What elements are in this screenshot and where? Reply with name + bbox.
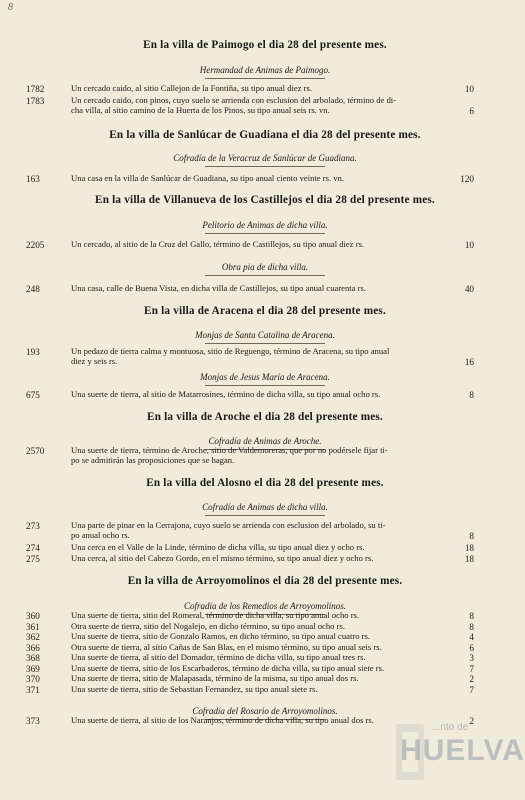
annual-amount: 18: [464, 543, 474, 553]
brotherhood-heading: Monjas de Santa Catalina de Aracena.: [195, 330, 335, 340]
description-line: Una suerte de tierra, sitio de Sebastian Fernandez, su tipo anual siete rs.: [71, 684, 318, 694]
lot-number: 361: [26, 622, 40, 632]
brotherhood-heading: Monjas de Jesus María de Aracena.: [200, 372, 330, 382]
description-line: Una cerca en el Valle de la Linde, término de dicha villa, su tipo anual diez y ocho rs.: [71, 542, 365, 552]
separator-rule: [205, 78, 325, 79]
separator-rule: [205, 233, 325, 234]
lot-number: 370: [26, 674, 40, 684]
brotherhood-heading: Hermandad de Animas de Paimogo.: [199, 65, 331, 75]
town-heading: En la villa de Aracena el dia 28 del presente mes.: [144, 305, 386, 317]
annual-amount: 7: [469, 664, 474, 674]
lot-description: [71, 685, 457, 695]
description-line: Una suerte de tierra, al sitio de los Naranjos, término de dicha villa, su tipo anual dos rs.: [71, 715, 374, 725]
annual-amount: 3: [469, 653, 474, 663]
description-line: po se admitirán las proposiciones que se hagan.: [71, 454, 235, 465]
description-line: Una suerte de tierra, término de Aroche, sitio de Valdemoreras, que por no podérsele fijar ti-: [71, 445, 388, 455]
description-line: Un cercado caido, al sitio Callejon de la Fontiña, su tipo anual diez rs.: [71, 83, 313, 93]
lot-number: 275: [26, 554, 40, 564]
brotherhood-heading: Cofradía de los Remedios de Arroyomolinos.: [184, 601, 346, 611]
lot-number: 362: [26, 632, 40, 642]
description-line: Una suerte de tierra, al sitio de Matarrosines, término de dicha villa, su tipo anual ocho rs.: [71, 389, 381, 399]
lot-description: [71, 174, 457, 184]
annual-amount: 4: [469, 632, 474, 642]
annual-amount: 8: [469, 390, 474, 400]
annual-amount: 16: [464, 356, 474, 367]
lot-number: 273: [26, 521, 40, 531]
lot-number: 373: [26, 716, 40, 726]
lot-number: 360: [26, 611, 40, 621]
lot-description: [71, 347, 457, 366]
description-line: Una casa en la villa de Sanlúcar de Guadiana, su tipo anual ciento veinte rs. vn.: [71, 173, 344, 183]
separator-rule: [205, 385, 325, 386]
lot-description: [71, 632, 457, 642]
description-line: Una parte de pinar en la Cerrajona, cuyo suelo se arrienda con esclusion del arbolado, su ti-: [71, 520, 386, 530]
description-line: Una suerte de tierra, sitio de Gonzalo Ramos, en dicho término, su tipo anual cuatro rs.: [71, 631, 371, 641]
annual-amount: 10: [464, 84, 474, 94]
lot-number: 248: [26, 284, 40, 294]
description-line: Una suerte de tierra, sitio del Romeral, término de dicha villa, su tipo anual ocho rs.: [71, 610, 360, 620]
town-heading: En la villa de Villanueva de los Castillejos el dia 28 del presente mes.: [95, 194, 435, 206]
lot-description: [71, 96, 457, 115]
description-line: po anual ocho rs.: [71, 529, 130, 540]
page-mark: 8: [8, 2, 13, 13]
lot-description: [71, 390, 457, 400]
annual-amount: 8: [469, 622, 474, 632]
town-heading: En la villa de Aroche el dia 28 del presente mes.: [147, 411, 383, 423]
lot-description: [71, 284, 457, 294]
brotherhood-heading: Cofradía del Rosario de Arroyomolinos.: [192, 706, 338, 716]
annual-amount: 6: [469, 105, 474, 116]
description-line: cha villa, al sitio camino de la Huerta de los Pinos, su tipo anual seis rs. vn.: [71, 104, 330, 115]
lot-number: 1782: [26, 84, 45, 94]
separator-rule: [205, 515, 325, 516]
annual-amount: 8: [469, 530, 474, 541]
brotherhood-heading: Cofradía de la Veracruz de Sanlúcar de Guadiana.: [173, 153, 357, 163]
description-line: Una casa, calle de Buena Vista, en dicha villa de Castillejos, su tipo anual cuarenta rs.: [71, 283, 366, 293]
lot-description: [71, 240, 457, 250]
lot-number: 371: [26, 685, 40, 695]
lot-number: 163: [26, 174, 40, 184]
annual-amount: 40: [464, 284, 474, 294]
annual-amount: 2: [469, 716, 474, 726]
lot-number: 193: [26, 347, 40, 357]
brotherhood-heading: Pelitorio de Animas de dicha villa.: [202, 220, 328, 230]
description-line: Una suerte de tierra, sitio de los Escarbaderos, término de dicha villa, su tipo anual siete rs.: [71, 663, 385, 673]
lot-description: [71, 84, 457, 94]
description-line: Un cercado, al sitio de la Cruz del Gallo, término de Castillejos, su tipo anual diez rs.: [71, 239, 365, 249]
lot-description: [71, 653, 457, 663]
lot-number: 366: [26, 643, 40, 653]
separator-rule: [205, 166, 325, 167]
separator-rule: [205, 275, 325, 276]
description-line: Una suerte de tierra, sitio de Malapasada, término de la misma, su tipo anual dos rs.: [71, 673, 359, 683]
annual-amount: 2: [469, 674, 474, 684]
watermark-title: HUELVA: [400, 734, 525, 767]
lot-description: [71, 611, 457, 621]
brotherhood-heading: Obra pia de dicha villa.: [221, 262, 309, 272]
description-line: Otra suerte de tierra, sitio del Nogalejo, en dicho término, su tipo anual ocho rs.: [71, 621, 345, 631]
lot-number: 369: [26, 664, 40, 674]
town-heading: En la villa de Arroyomolinos el dia 28 del presente mes.: [127, 575, 403, 587]
lot-description: [71, 674, 457, 684]
description-line: Una cerca, al sitio del Cabezo Gordo, en el mismo término, su tipo anual diez y ocho rs.: [71, 553, 374, 563]
description-line: Un pedazo de tierra calma y montuosa, sitio de Reguengo, término de Aracena, su tipo anual: [71, 346, 390, 356]
lot-number: 675: [26, 390, 40, 400]
lot-description: [71, 521, 457, 540]
brotherhood-heading: Cofradía de Animas de Aroche.: [208, 436, 322, 446]
lot-description: [71, 543, 457, 553]
lot-description: [71, 446, 457, 465]
annual-amount: 6: [469, 643, 474, 653]
lot-number: 274: [26, 543, 40, 553]
description-line: Una suerte de tierra, al sitio del Domador, término de dicha villa, su tipo anual tres rs.: [71, 652, 366, 662]
brotherhood-heading: Cofradía de Animas de dicha villa.: [202, 502, 328, 512]
annual-amount: 10: [464, 240, 474, 250]
town-heading: En la villa del Alosno el dia 28 del presente mes.: [146, 477, 384, 489]
annual-amount: 120: [460, 174, 474, 184]
annual-amount: 7: [469, 685, 474, 695]
description-line: diez y seis rs.: [71, 355, 118, 366]
lot-number: 2205: [26, 240, 45, 250]
description-line: Otra suerte de tierra, al sitio Cañas de San Blas, en el mismo término, su tipo anual seis rs.: [71, 642, 382, 652]
town-heading: En la villa de Sanlúcar de Guadiana el dia 28 del presente mes.: [109, 129, 421, 141]
annual-amount: 18: [464, 554, 474, 564]
separator-rule: [205, 343, 325, 344]
lot-description: [71, 554, 457, 564]
lot-number: 368: [26, 653, 40, 663]
annual-amount: 8: [469, 611, 474, 621]
lot-number: 2570: [26, 446, 45, 456]
description-line: Un cercado caido, con pinos, cuyo suelo se arrienda con esclusion del arbolado, término de di-: [71, 95, 397, 105]
lot-number: 1783: [26, 96, 45, 106]
watermark-text: ...nto de: [432, 722, 469, 733]
town-heading: En la villa de Paimogo el dia 28 del presente mes.: [143, 39, 387, 51]
